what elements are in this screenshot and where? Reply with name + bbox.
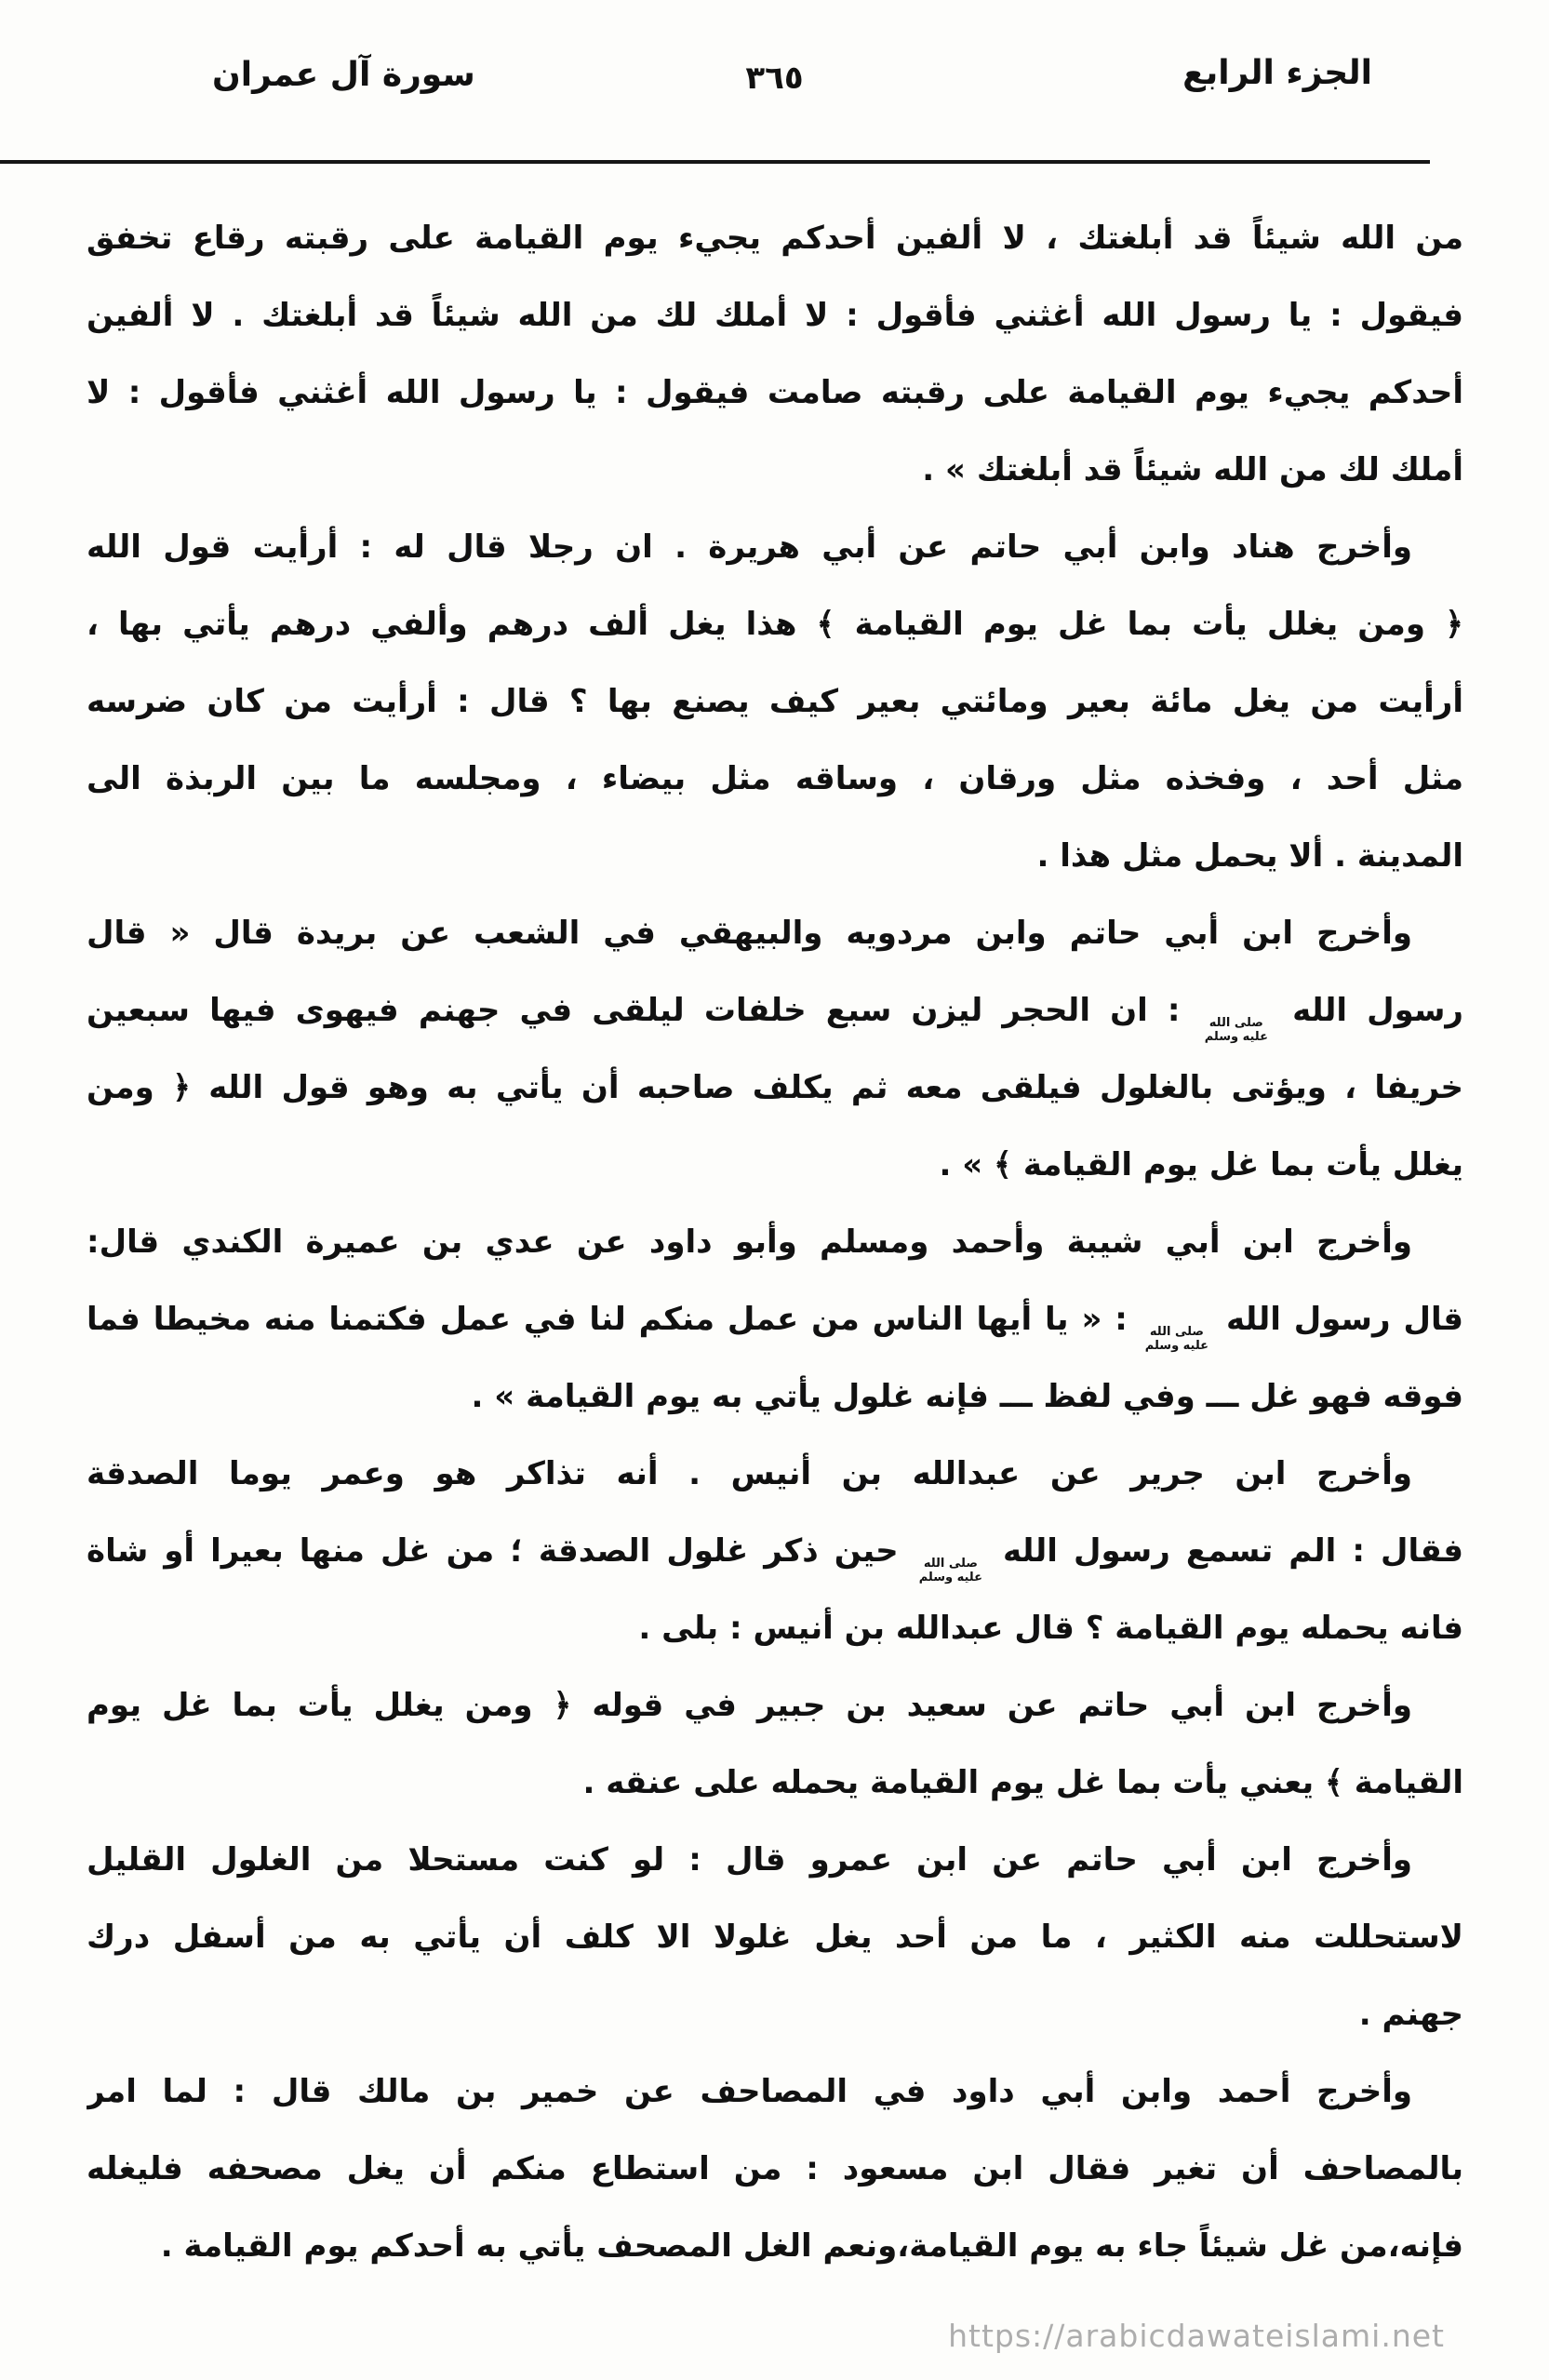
paragraph [87,2053,1463,2285]
text-line: فيقول : يا رسول الله أغثني فأقول : لا أملك لك من الله شيئاً قد أبلغتك . لا ألفين [87,297,1463,334]
salawat-ligature: صلى الله عليه وسلم [918,1557,982,1584]
line-segment: رسول الله [1272,992,1463,1029]
text-line: يغلل يأت بما غل يوم القيامة ﴾ » . [939,1146,1463,1183]
paragraph [87,1204,1463,1436]
paragraph [87,1667,1463,1822]
page-header [0,54,1549,114]
text-line: وأخرج أحمد وابن أبي داود في المصاحف عن خمير بن مالك قال : لما امر [87,2073,1412,2110]
text-line: وأخرج هناد وابن أبي حاتم عن أبي هريرة . ان رجلا قال له : أرأيت قول الله [87,528,1412,566]
text-line: وأخرج ابن أبي شيبة وأحمد ومسلم وأبو داود عن عدي بن عميرة الكندي قال: [87,1223,1412,1261]
paragraph [87,200,1463,509]
line-segment: فقال : الم تسمع رسول الله [987,1532,1463,1570]
text-line: وأخرج ابن جرير عن عبدالله بن أنيس . أنه تذاكر هو وعمر يوما الصدقة [87,1455,1412,1492]
text-line: القيامة ﴾ يعني يأت بما غل يوم القيامة يحمله على عنقه . [582,1764,1463,1801]
text-line: فوقه فهو غل ـــ وفي لفظ ـــ فإنه غلول يأتي به يوم القيامة » . [471,1378,1463,1415]
text-line [87,1513,1463,1590]
text-line: بالمصاحف أن تغير فقال ابن مسعود : من استطاع منكم أن يغل مصحفه فليغله [87,2150,1463,2187]
salawat-ligature: صلى الله عليه وسلم [1144,1325,1209,1353]
paragraph [87,1822,1463,2053]
text-line: أملك لك من الله شيئاً قد أبلغتك » . [922,451,1463,488]
salawat-ligature: صلى الله عليه وسلم [1204,1016,1268,1044]
juz-title: الجزء الرابع [1182,54,1372,92]
text-line: وأخرج ابن أبي حاتم عن سعيد بن جبير في قوله ﴿ ومن يغلل يأت بما غل يوم [87,1687,1412,1724]
text-line: أحدكم يجيء يوم القيامة على رقبته صامت فيقول : يا رسول الله أغثني فأقول : لا [87,374,1463,411]
text-line: فانه يحمله يوم القيامة ؟ قال عبدالله بن أنيس : بلى . [638,1610,1463,1647]
line-segment: : ان الحجر ليزن سبع خلفات ليلقى في جهنم فيهوى فيها سبعين [87,992,1200,1029]
text-line [87,1281,1463,1358]
text-line: من الله شيئاً قد أبلغتك ، لا ألفين أحدكم يجيء يوم القيامة على رقبته رقاع تخفق [87,220,1463,257]
text-line: أرأيت من يغل مائة بعير ومائتي بعير كيف يصنع بها ؟ قال : أرأيت من كان ضرسه [87,683,1463,720]
text-line [87,972,1463,1050]
text-line: خريفا ، ويؤتى بالغلول فيلقى معه ثم يكلف صاحبه أن يأتي به وهو قول الله ﴿ ومن [87,1069,1463,1106]
line-segment: حين ذكر غلول الصدقة ؛ من غل منها بعيرا أو شاة [87,1532,915,1570]
body-text [87,200,1463,2285]
text-line: مثل أحد ، وفخذه مثل ورقان ، وساقه مثل بيضاء ، ومجلسه ما بين الربذة الى [87,760,1463,797]
paragraph [87,509,1463,895]
text-line: فإنه،من غل شيئاً جاء به يوم القيامة،ونعم الغل المصحف يأتي به أحدكم يوم القيامة . [160,2227,1463,2265]
paragraph [87,1436,1463,1667]
text-line: جهنم . [1358,1996,1463,2033]
paragraph [87,895,1463,1204]
text-line: ﴿ ومن يغلل يأت بما غل يوم القيامة ﴾ هذا يغل ألف درهم وألفي درهم يأتي بها ، [87,606,1463,643]
line-segment: قال رسول الله [1213,1301,1463,1338]
line-segment: : « يا أيها الناس من عمل منكم لنا في عمل فكتمنا منه مخيطا فما [87,1301,1141,1338]
text-line: لاستحللت منه الكثير ، ما من أحد يغل غلولا الا كلف أن يأتي به من أسفل درك [87,1919,1463,1956]
text-line: وأخرج ابن أبي حاتم عن ابن عمرو قال : لو كنت مستحلا من الغلول القليل [87,1841,1412,1879]
text-line: وأخرج ابن أبي حاتم وابن مردويه والبيهقي في الشعب عن بريدة قال « قال [87,915,1412,952]
site-watermark: https://arabicdawateislami.net [948,2318,1445,2354]
page-number: ٣٦٥ [745,60,804,97]
header-divider [0,160,1430,164]
surah-title: سورة آل عمران [212,56,475,94]
text-line: المدينة . ألا يحمل مثل هذا . [1036,837,1463,875]
